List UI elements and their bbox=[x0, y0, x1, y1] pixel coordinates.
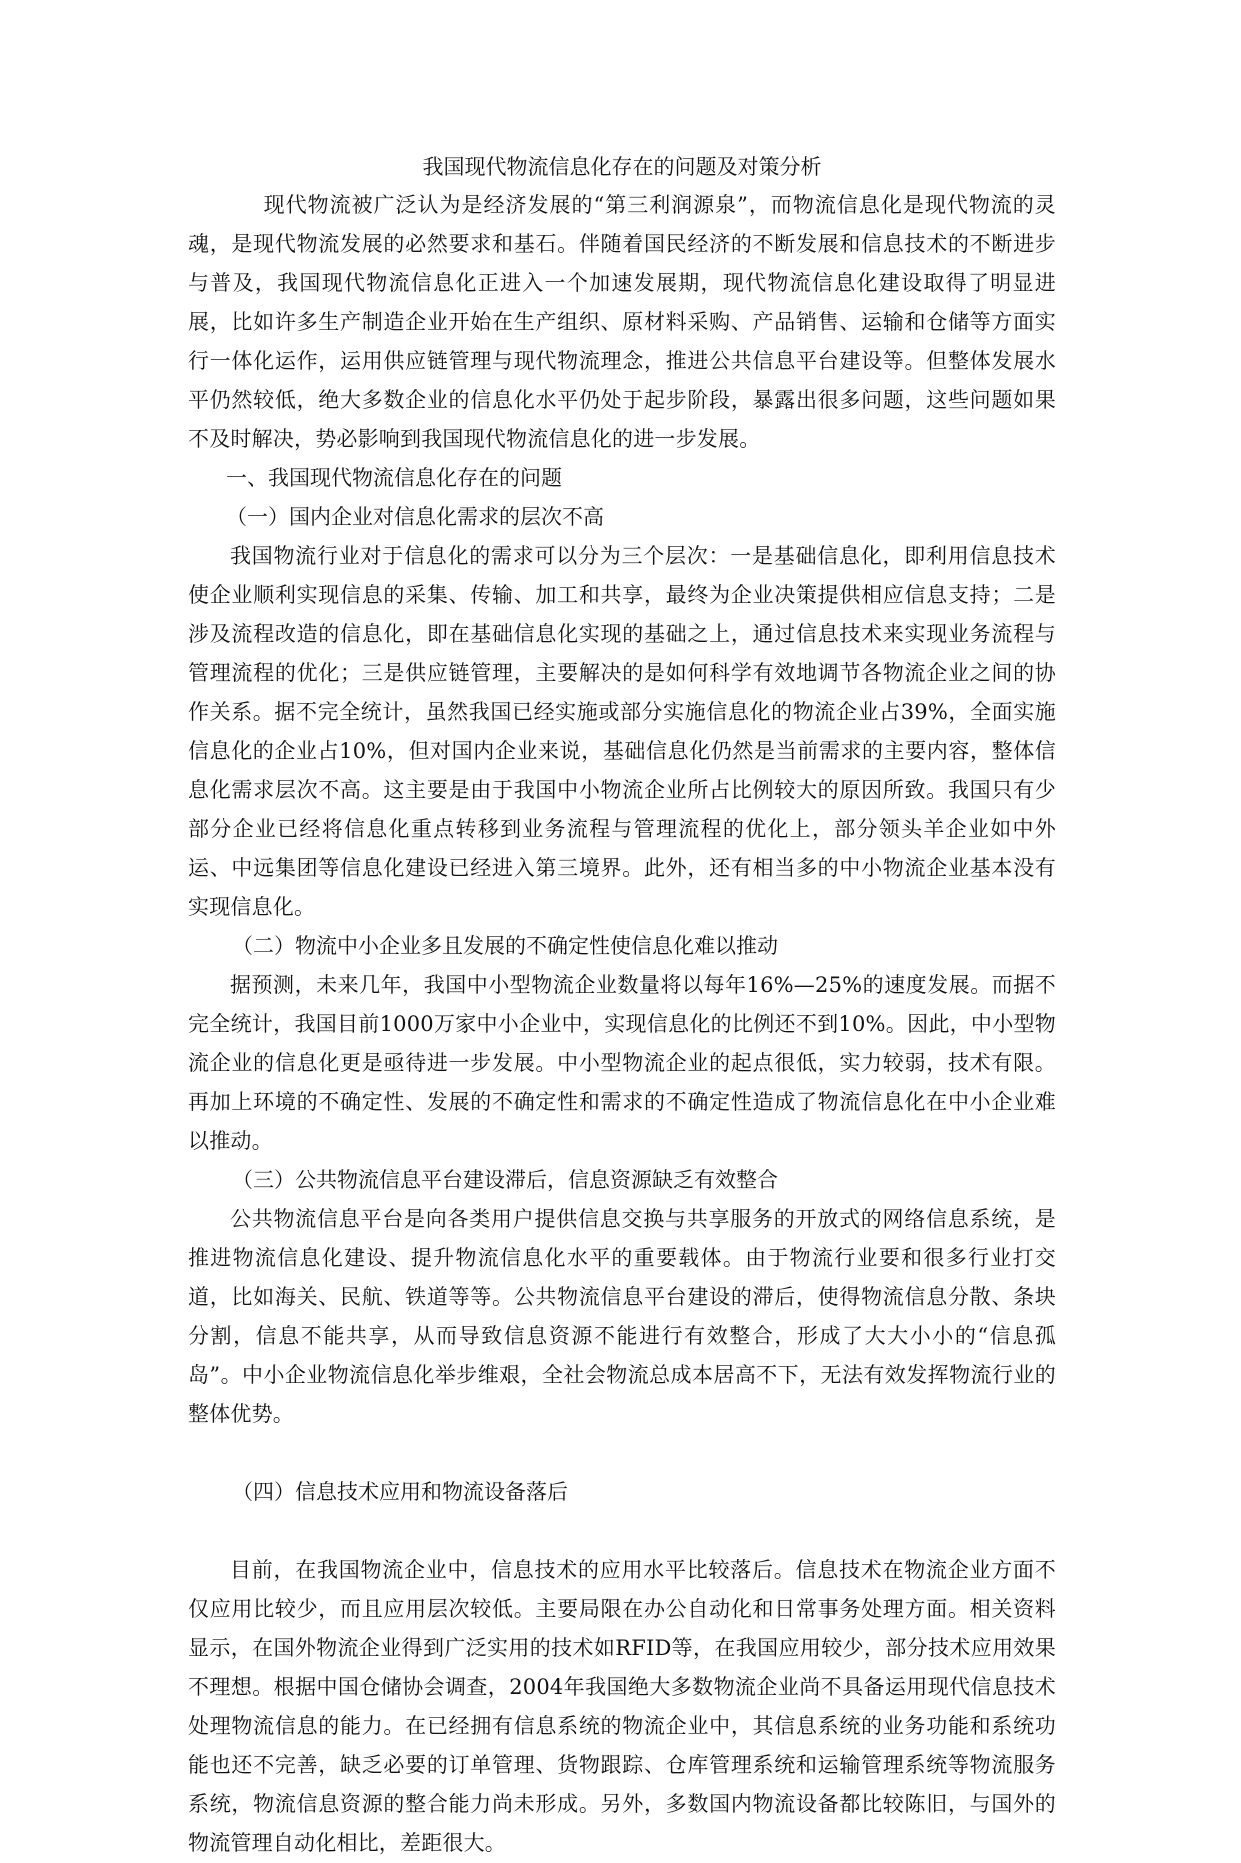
blank-line bbox=[188, 1512, 1056, 1551]
subsection-body-4: 目前，在我国物流企业中，信息技术的应用水平比较落后。信息技术在物流企业方面不仅应用比较少，而且应用层次较低。主要局限在办公自动化和日常事务处理方面。相关资料显示，在国外物流企业得到广泛实用的技术如RFID等，在我国应用较少，部分技术应用效果不理想。根据中国仓储协会调查，2004年我国绝大多数物流企业尚不具备运用现代信息技术处理物流信息的能力。在已经拥有信息系统的物流企业中，其信息系统的业务功能和系统功能也还不完善，缺乏必要的订单管理、货物跟踪、仓库管理系统和运输管理系统等物流服务系统，物流信息资源的整合能力尚未形成。另外，多数国内物流设备都比较陈旧，与国外的物流管理自动化相比，差距很大。 bbox=[188, 1558, 1056, 1855]
blank-line bbox=[188, 1434, 1056, 1473]
document-page bbox=[188, 148, 1056, 1863]
document-title: 我国现代物流信息化存在的问题及对策分析 bbox=[422, 155, 822, 179]
intro-paragraph: 现代物流被广泛认为是经济发展的“第三利润源泉”，而物流信息化是现代物流的灵魂，是现代物流发展的必然要求和基石。伴随着国民经济的不断发展和信息技术的不断进步与普及，我国现代物流信息化正进入一个加速发展期，现代物流信息化建设取得了明显进展，比如许多生产制造企业开始在生产组织、原材料采购、产品销售、运输和仓储等方面实行一体化运作，运用供应链管理与现代物流理念，推进公共信息平台建设等。但整体发展水平仍然较低，绝大多数企业的信息化水平仍处于起步阶段，暴露出很多问题，这些问题如果不及时解决，势必影响到我国现代物流信息化的进一步发展。 bbox=[188, 193, 1056, 451]
subsection-heading-4: （四）信息技术应用和物流设备落后 bbox=[232, 1480, 568, 1504]
subsection-body-2: 据预测，未来几年，我国中小型物流企业数量将以每年16%—25%的速度发展。而据不完全统计，我国目前1000万家中小企业中，实现信息化的比例还不到10%。因此，中小型物流企业的信息化更是亟待进一步发展。中小型物流企业的起点很低，实力较弱，技术有限。再加上环境的不确定性、发展的不确定性和需求的不确定性造成了物流信息化在中小企业难以推动。 bbox=[188, 973, 1056, 1153]
subsection-body-3: 公共物流信息平台是向各类用户提供信息交换与共享服务的开放式的网络信息系统，是推进物流信息化建设、提升物流信息化水平的重要载体。由于物流行业要和很多行业打交道，比如海关、民航、铁道等等。公共物流信息平台建设的滞后，使得物流信息分散、条块分割，信息不能共享，从而导致信息资源不能进行有效整合，形成了大大小小的“信息孤岛”。中小企业物流信息化举步维艰，全社会物流总成本居高不下，无法有效发挥物流行业的整体优势。 bbox=[188, 1207, 1056, 1426]
section-heading-1: 一、我国现代物流信息化存在的问题 bbox=[226, 466, 562, 490]
subsection-body-1: 我国物流行业对于信息化的需求可以分为三个层次：一是基础信息化，即利用信息技术使企业顺利实现信息的采集、传输、加工和共享，最终为企业决策提供相应信息支持；二是涉及流程改造的信息化，即在基础信息化实现的基础之上，通过信息技术来实现业务流程与管理流程的优化；三是供应链管理，主要解决的是如何科学有效地调节各物流企业之间的协作关系。据不完全统计，虽然我国已经实施或部分实施信息化的物流企业占39%，全面实施信息化的企业占10%，但对国内企业来说，基础信息化仍然是当前需求的主要内容，整体信息化需求层次不高。这主要是由于我国中小物流企业所占比例较大的原因所致。我国只有少部分企业已经将信息化重点转移到业务流程与管理流程的优化上，部分领头羊企业如中外运、中远集团等信息化建设已经进入第三境界。此外，还有相当多的中小物流企业基本没有实现信息化。 bbox=[188, 544, 1056, 919]
subsection-heading-3: （三）公共物流信息平台建设滞后，信息资源缺乏有效整合 bbox=[232, 1168, 778, 1192]
subsection-heading-1: （一）国内企业对信息化需求的层次不高 bbox=[226, 505, 604, 529]
subsection-heading-2: （二）物流中小企业多且发展的不确定性使信息化难以推动 bbox=[232, 934, 778, 958]
